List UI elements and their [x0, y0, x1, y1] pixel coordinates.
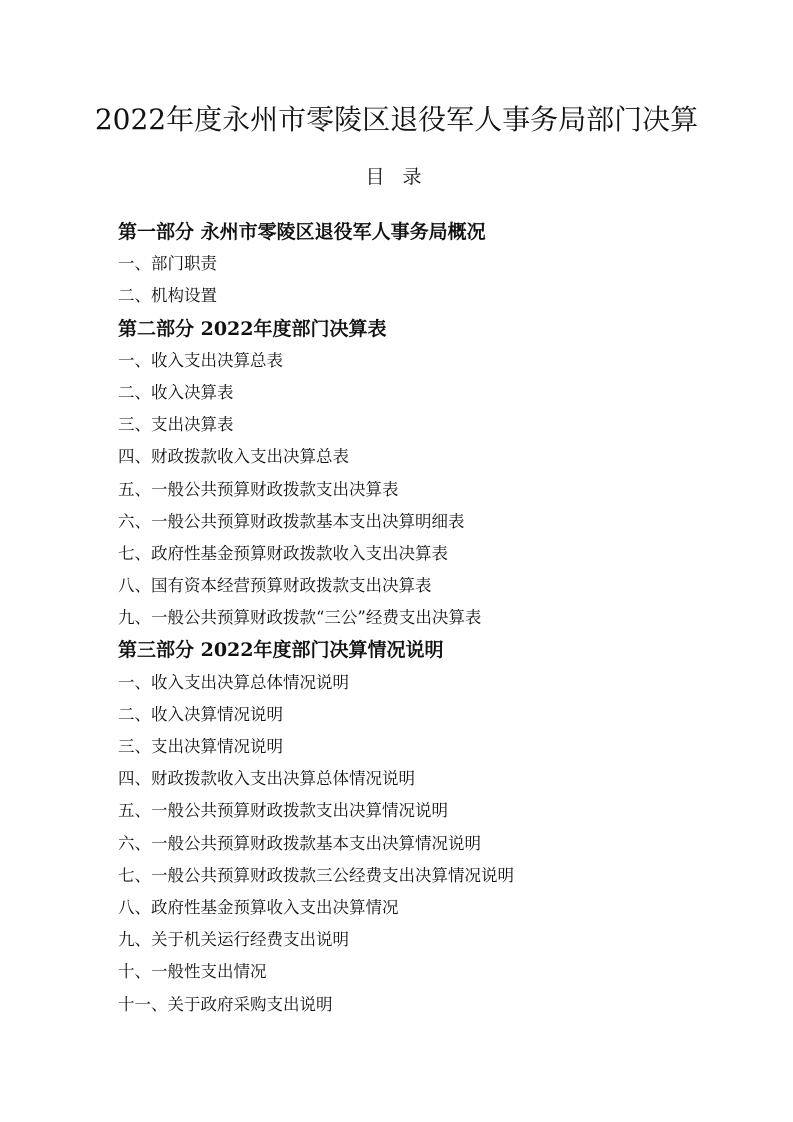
- toc-item: 四、财政拨款收入支出决算总表: [118, 447, 349, 467]
- toc-item: 七、一般公共预算财政拨款三公经费支出决算情况说明: [118, 865, 514, 885]
- toc-item: 三、支出决算情况说明: [118, 737, 283, 756]
- toc-item: 一、收入支出决算总体情况说明: [118, 672, 349, 692]
- toc-item: 四、财政拨款收入支出决算总体情况说明: [118, 769, 415, 789]
- table-of-contents: [118, 216, 758, 1021]
- toc-item: 二、收入决算表: [118, 382, 234, 402]
- document-title: 2022年度永州市零陵区退役军人事务局部门决算: [94, 103, 699, 136]
- toc-item: 八、国有资本经营预算财政拨款支出决算表: [118, 576, 432, 596]
- toc-item: 二、收入决算情况说明: [118, 704, 283, 724]
- toc-item: 九、一般公共预算财政拨款“三公”经费支出决算表: [118, 608, 482, 628]
- toc-item: 九、关于机关运行经费支出说明: [118, 930, 349, 950]
- toc-item: 一、收入支出决算总表: [118, 350, 283, 370]
- toc-item: 二、机构设置: [118, 286, 217, 306]
- toc-item: 八、政府性基金预算收入支出决算情况: [118, 897, 399, 917]
- toc-item: 七、政府性基金预算财政拨款收入支出决算表: [118, 543, 448, 563]
- toc-part-1: 第一部分 永州市零陵区退役军人事务局概况: [118, 221, 486, 243]
- toc-item: 五、一般公共预算财政拨款支出决算表: [118, 479, 399, 499]
- toc-item: 六、一般公共预算财政拨款基本支出决算情况说明: [118, 833, 481, 853]
- toc-part-3: 第三部分 2022年度部门决算情况说明: [118, 639, 444, 662]
- toc-item: 五、一般公共预算财政拨款支出决算情况说明: [118, 801, 448, 821]
- toc-item: 六、一般公共预算财政拨款基本支出决算明细表: [118, 511, 465, 531]
- toc-item: 三、支出决算表: [118, 415, 234, 435]
- toc-part-2: 第二部分 2022年度部门决算表: [118, 317, 387, 340]
- toc-item: 一、部门职责: [118, 254, 217, 274]
- toc-heading: 目 录: [365, 166, 428, 188]
- toc-item: 十、一般性支出情况: [118, 962, 267, 982]
- toc-item: 十一、关于政府采购支出说明: [118, 994, 333, 1014]
